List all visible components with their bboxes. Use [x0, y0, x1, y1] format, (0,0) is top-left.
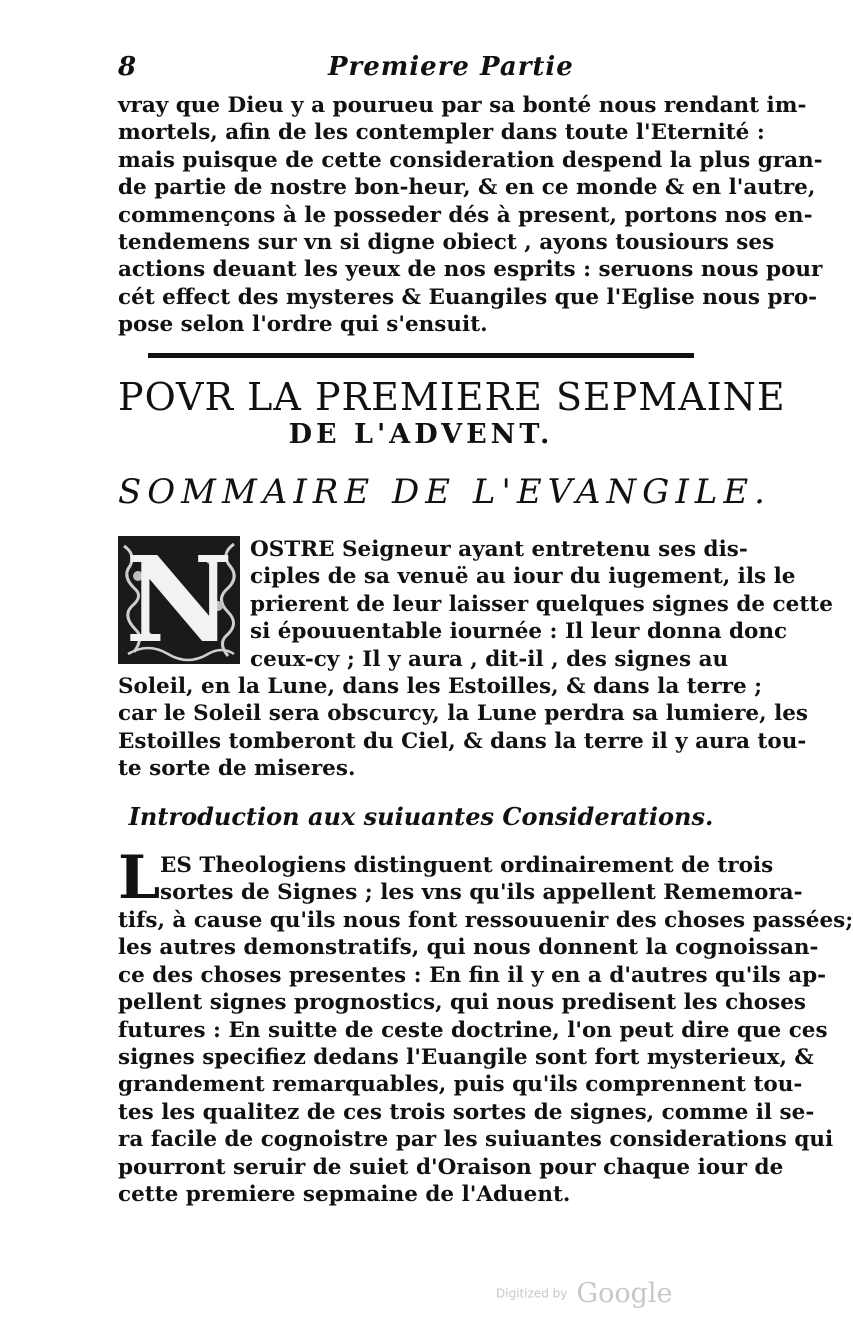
text-line: ciples de sa venuë au iour du iugement, ils le — [250, 564, 796, 590]
text-line: Estoilles tomberont du Ciel, & dans la terre il y aura tou- — [118, 728, 807, 754]
ornamental-initial-icon — [118, 530, 240, 669]
google-logo-text: Google — [576, 1278, 673, 1309]
text-line: si épouuentable iournée : Il leur donna donc — [250, 619, 788, 645]
text-line: grandement remarquables, puis qu'ils comprennent tou- — [118, 1072, 803, 1098]
text-line: ce des choses presentes : En fin il y en a d'autres qu'ils ap- — [118, 962, 827, 988]
intro-first-lines — [160, 852, 803, 907]
text-line: OSTRE Seigneur ayant entretenu ses dis- — [250, 537, 748, 562]
text-line: cét effect des mysteres & Euangiles que l'Eglise nous pro- — [118, 284, 818, 310]
section-divider-rule — [148, 353, 694, 358]
dropcap-letter: N — [125, 530, 233, 669]
running-head — [118, 52, 718, 86]
text-line: actions deuant les yeux de nos esprits : seruons nous pour — [118, 257, 823, 283]
running-title: Premiere Partie — [328, 52, 574, 82]
summary-full-lines — [118, 673, 809, 783]
watermark-prefix: Digitized by — [496, 1286, 568, 1301]
text-line: pose selon l'ordre qui s'ensuit. — [118, 312, 488, 338]
text-line: pellent signes prognostics, qui nous predisent les choses — [118, 990, 807, 1016]
summary-title: SOMMAIRE DE L'EVANGILE. — [118, 472, 771, 512]
intro-paragraph — [118, 907, 853, 1208]
text-line: pourront seruir de suiet d'Oraison pour chaque iour de — [118, 1154, 784, 1180]
text-line: mais puisque de cette consideration despend la plus gran- — [118, 147, 823, 173]
text-line: Soleil, en la Lune, dans les Estoilles, & dans la terre ; — [118, 674, 763, 699]
text-line: vray que Dieu y a pourueu par sa bonté nous rendant im- — [118, 93, 807, 118]
text-line: futures : En suitte de ceste doctrine, l'on peut dire que ces — [118, 1017, 828, 1043]
text-line: te sorte de miseres. — [118, 756, 356, 782]
text-line: tifs, à cause qu'ils nous font ressouuenir des choses passées; — [118, 908, 853, 933]
text-line: car le Soleil sera obscurcy, la Lune perdra sa lumiere, les — [118, 701, 809, 727]
text-line: ES Theologiens distinguent ordinairement de trois — [160, 853, 774, 878]
summary-indented-lines — [250, 536, 833, 673]
text-line: ra facile de cognoistre par les suiuantes considerations qui — [118, 1127, 834, 1153]
text-line: sortes de Signes ; les vns qu'ils appellent Rememora- — [160, 880, 803, 906]
initial-letter: L — [118, 843, 161, 913]
text-line: tes les qualitez de ces trois sortes de signes, comme il se- — [118, 1099, 815, 1125]
opening-paragraph — [118, 92, 823, 339]
text-line: prierent de leur laisser quelques signes de cette — [250, 591, 833, 617]
text-line: cette premiere sepmaine de l'Aduent. — [118, 1182, 571, 1208]
text-line: mortels, afin de les contempler dans toute l'Eternité : — [118, 120, 765, 146]
text-line: tendemens sur vn si digne obiect , ayons tousiours ses — [118, 230, 775, 256]
text-line: de partie de nostre bon-heur, & en ce monde & en l'autre, — [118, 175, 816, 201]
text-line: les autres demonstratifs, qui nous donnent la cognoissan- — [118, 935, 819, 961]
text-line: commençons à le posseder dés à present, portons nos en- — [118, 202, 813, 228]
introduction-title: Introduction aux suiuantes Considerations. — [128, 802, 714, 831]
page-number: 8 — [118, 52, 137, 82]
text-line: ceux-cy ; Il y aura , dit-il , des signes au — [250, 646, 729, 672]
text-line: signes specifiez dedans l'Euangile sont fort mysterieux, & — [118, 1045, 814, 1071]
section-subheading: DE L'ADVENT. — [288, 419, 554, 450]
section-heading: POVR LA PREMIERE SEPMAINE — [118, 375, 786, 419]
digitized-by-google-watermark — [496, 1278, 673, 1310]
